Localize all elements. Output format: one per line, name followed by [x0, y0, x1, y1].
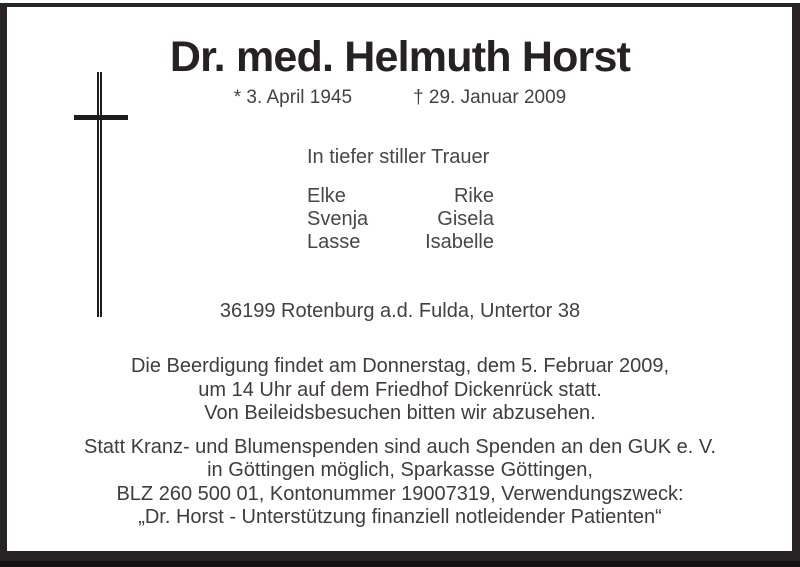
mourner-name: Elke: [307, 185, 346, 207]
birth-date: * 3. April 1945: [233, 87, 353, 108]
funeral-line: um 14 Uhr auf dem Friedhof Dickenrück statt.: [198, 378, 602, 401]
mourner-name: Isabelle: [425, 231, 494, 253]
funeral-line: Von Beileidsbesuchen bitten wir abzusehen.: [204, 402, 596, 424]
mourner-row: [307, 208, 494, 231]
residence-address: 36199 Rotenburg a.d. Fulda, Untertor 38: [219, 300, 581, 322]
mourner-name: Svenja: [307, 208, 369, 230]
mourner-row: [307, 231, 494, 254]
latin-cross-icon: [74, 72, 128, 317]
funeral-line: Die Beerdigung findet am Donnerstag, dem 5. Februar 2009,: [130, 355, 670, 377]
mourners-list: [307, 185, 494, 254]
cross-vertical-bar: [97, 72, 102, 317]
donation-line: BLZ 260 500 01, Kontonummer 19007319, Verwendungszweck:: [116, 482, 684, 505]
mourner-row: [307, 185, 494, 208]
life-dates: [0, 88, 800, 107]
deceased-name-title: Dr. med. Helmuth Horst: [169, 33, 631, 81]
mourner-name: Lasse: [307, 231, 361, 253]
donation-information: [0, 436, 800, 530]
donation-line: Statt Kranz- und Blumenspenden sind auch Spenden an den GUK e. V.: [84, 436, 716, 458]
scan-bottom-edge: [0, 561, 800, 567]
death-date: † 29. Januar 2009: [413, 87, 567, 108]
donation-line: in Göttingen möglich, Sparkasse Göttingen,: [207, 459, 593, 482]
funeral-information: [0, 355, 800, 426]
mourner-name: Gisela: [437, 208, 494, 230]
mourning-phrase: In tiefer stiller Trauer: [307, 146, 490, 168]
mourner-name: Rike: [453, 185, 494, 207]
donation-line: „Dr. Horst - Unterstützung finanziell notleidender Patienten“: [138, 506, 662, 529]
cross-horizontal-bar: [74, 115, 128, 120]
